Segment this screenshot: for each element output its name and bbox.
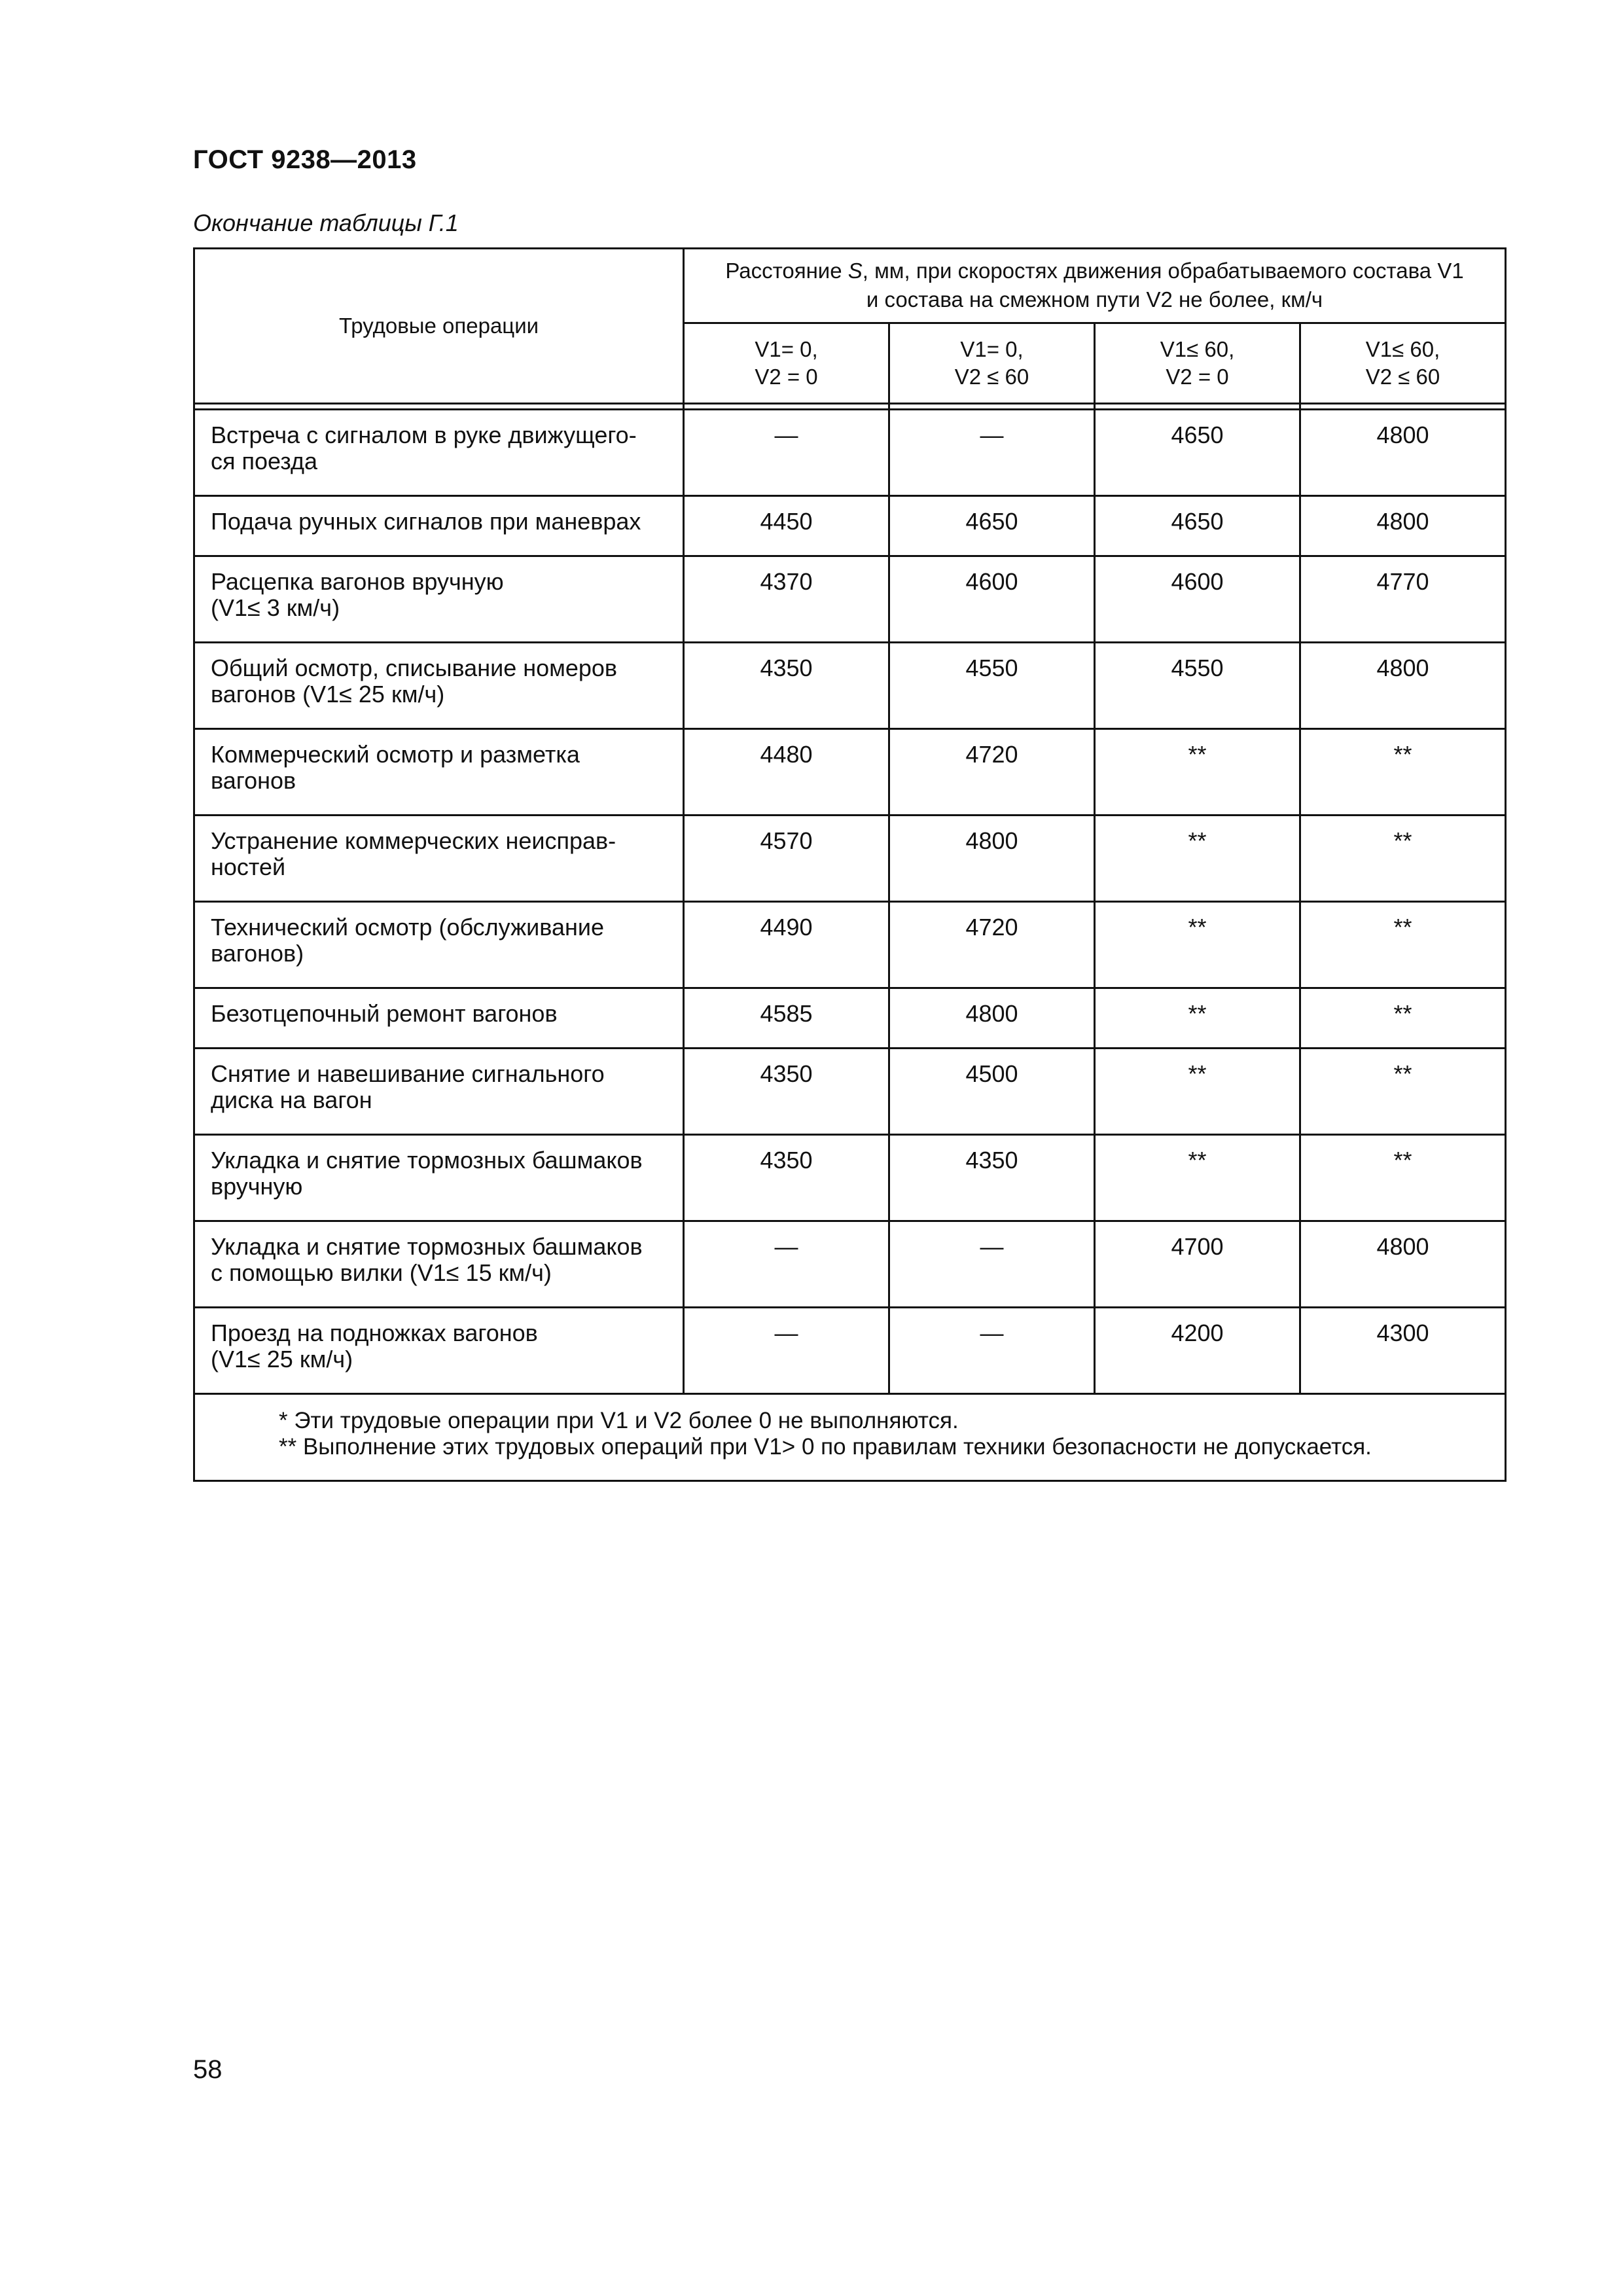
operation-line2: вагонов (V1≤ 25 км/ч) — [211, 681, 445, 708]
value-cell: — — [889, 1308, 1095, 1394]
value-cell: 4650 — [1095, 496, 1300, 556]
value-cell: 4200 — [1095, 1308, 1300, 1394]
operation-cell — [194, 816, 684, 902]
value-cell: 4350 — [889, 1135, 1095, 1221]
operation-cell — [194, 410, 684, 496]
value-cell: ** — [1095, 902, 1300, 988]
value-cell: ** — [1300, 729, 1506, 816]
table-row — [194, 816, 1506, 902]
distance-table — [193, 247, 1507, 1482]
operation-line1: Укладка и снятие тормозных башмаков — [211, 1233, 643, 1260]
value-cell: — — [684, 410, 889, 496]
value-cell: 4720 — [889, 902, 1095, 988]
value-cell: ** — [1095, 1135, 1300, 1221]
operation-line1: Встреча с сигналом в руке движущего- — [211, 422, 637, 448]
table-caption: Окончание таблицы Г.1 — [193, 209, 459, 236]
value-cell: 4650 — [1095, 410, 1300, 496]
value-cell: 4600 — [889, 556, 1095, 643]
value-cell: 4350 — [684, 643, 889, 729]
operation-line2: ся поезда — [211, 448, 317, 475]
operation-cell: Безотцепочный ремонт вагонов — [194, 988, 684, 1049]
operation-cell — [194, 1308, 684, 1394]
operation-line2: (V1≤ 25 км/ч) — [211, 1346, 353, 1372]
operation-line1: Проезд на подножках вагонов — [211, 1319, 538, 1346]
table-row — [194, 1221, 1506, 1308]
operations-column-header: Трудовые операции — [194, 249, 684, 404]
subheader-line1: V1= 0, — [960, 336, 1024, 361]
value-cell: 4800 — [1300, 643, 1506, 729]
value-cell: ** — [1095, 816, 1300, 902]
value-cell: 4350 — [684, 1049, 889, 1135]
value-cell: 4550 — [1095, 643, 1300, 729]
page-number: 58 — [193, 2055, 223, 2084]
value-cell: ** — [1095, 729, 1300, 816]
value-cell: — — [889, 1221, 1095, 1308]
operation-cell: Подача ручных сигналов при маневрах — [194, 496, 684, 556]
distance-header-text-a: Расстояние — [725, 259, 848, 283]
value-cell: ** — [1095, 1049, 1300, 1135]
table-row — [194, 729, 1506, 816]
operation-cell — [194, 1049, 684, 1135]
operation-line1: Коммерческий осмотр и разметка — [211, 741, 580, 768]
speed-subheader — [889, 323, 1095, 403]
speed-subheader — [684, 323, 889, 403]
value-cell: 4650 — [889, 496, 1095, 556]
notes-row — [194, 1394, 1506, 1481]
operation-cell — [194, 1135, 684, 1221]
subheader-line2: V2 ≤ 60 — [1365, 364, 1440, 389]
value-cell: 4700 — [1095, 1221, 1300, 1308]
value-cell: 4720 — [889, 729, 1095, 816]
table-row — [194, 556, 1506, 643]
value-cell: ** — [1095, 988, 1300, 1049]
table-row — [194, 1135, 1506, 1221]
table-row — [194, 410, 1506, 496]
operation-line2: вагонов) — [211, 940, 304, 967]
subheader-line1: V1≤ 60, — [1365, 336, 1440, 361]
header-separator — [194, 404, 1506, 410]
value-cell: 4600 — [1095, 556, 1300, 643]
subheader-line1: V1= 0, — [755, 336, 818, 361]
value-cell: 4570 — [684, 816, 889, 902]
value-cell: 4350 — [684, 1135, 889, 1221]
value-cell: 4300 — [1300, 1308, 1506, 1394]
value-cell: — — [684, 1308, 889, 1394]
value-cell: ** — [1300, 816, 1506, 902]
value-cell: 4480 — [684, 729, 889, 816]
table-row — [194, 1308, 1506, 1394]
distance-header-text-b: , мм, при скоростях движения обрабатываемого состава V1 — [862, 259, 1464, 283]
value-cell: 4490 — [684, 902, 889, 988]
value-cell: 4800 — [889, 816, 1095, 902]
note-double-asterisk: ** Выполнение этих трудовых операций при V1> 0 по правилам техники безопасности не допускается. — [279, 1434, 1372, 1460]
distance-header-line2: и состава на смежном пути V2 не более, км/ч — [866, 287, 1323, 312]
subheader-line2: V2 = 0 — [1166, 364, 1229, 389]
subheader-line2: V2 = 0 — [755, 364, 818, 389]
speed-subheader — [1300, 323, 1506, 403]
value-cell: ** — [1300, 988, 1506, 1049]
speed-subheader — [1095, 323, 1300, 403]
operation-line2: ностей — [211, 853, 286, 880]
value-cell: ** — [1300, 1049, 1506, 1135]
value-cell: 4800 — [1300, 1221, 1506, 1308]
table-row — [194, 1049, 1506, 1135]
operation-line1: Укладка и снятие тормозных башмаков — [211, 1147, 643, 1174]
operation-line1: Расцепка вагонов вручную — [211, 568, 504, 595]
document-code: ГОСТ 9238—2013 — [193, 145, 417, 174]
distance-symbol: S — [847, 259, 863, 283]
note-single-asterisk: * Эти трудовые операции при V1 и V2 более 0 не выполняются. — [279, 1408, 959, 1433]
operation-line1: Технический осмотр (обслуживание — [211, 914, 605, 941]
operation-line2: (V1≤ 3 км/ч) — [211, 594, 340, 621]
operation-cell — [194, 1221, 684, 1308]
value-cell: 4550 — [889, 643, 1095, 729]
distance-column-header — [684, 249, 1506, 323]
table-row — [194, 988, 1506, 1049]
table-row — [194, 496, 1506, 556]
value-cell: 4800 — [1300, 410, 1506, 496]
operation-line2: с помощью вилки (V1≤ 15 км/ч) — [211, 1259, 552, 1286]
value-cell: 4450 — [684, 496, 889, 556]
value-cell: 4500 — [889, 1049, 1095, 1135]
value-cell: 4585 — [684, 988, 889, 1049]
subheader-line1: V1≤ 60, — [1160, 336, 1235, 361]
operation-cell — [194, 556, 684, 643]
value-cell: 4800 — [889, 988, 1095, 1049]
operation-cell — [194, 729, 684, 816]
operation-line1: Общий осмотр, списывание номеров — [211, 655, 618, 681]
value-cell: — — [684, 1221, 889, 1308]
value-cell: 4800 — [1300, 496, 1506, 556]
subheader-line2: V2 ≤ 60 — [954, 364, 1029, 389]
table-row — [194, 902, 1506, 988]
operation-line1: Устранение коммерческих неисправ- — [211, 827, 616, 854]
table-notes — [194, 1394, 1506, 1481]
value-cell: ** — [1300, 1135, 1506, 1221]
operation-line2: диска на вагон — [211, 1086, 372, 1113]
value-cell: — — [889, 410, 1095, 496]
value-cell: ** — [1300, 902, 1506, 988]
operation-line1: Снятие и навешивание сигнального — [211, 1060, 605, 1087]
operation-line2: вручную — [211, 1173, 303, 1200]
operation-cell — [194, 902, 684, 988]
value-cell: 4770 — [1300, 556, 1506, 643]
table-row — [194, 643, 1506, 729]
value-cell: 4370 — [684, 556, 889, 643]
operation-cell — [194, 643, 684, 729]
operation-line2: вагонов — [211, 767, 296, 794]
